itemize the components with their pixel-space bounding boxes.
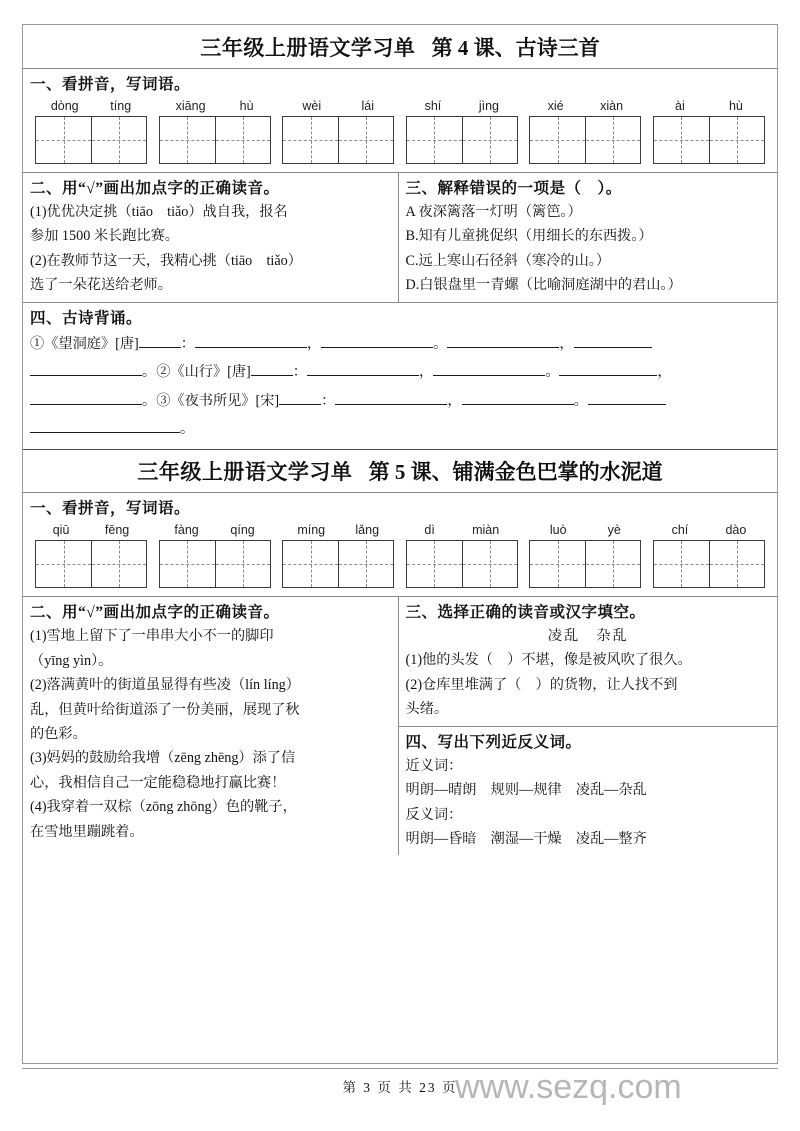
- poem1-label: ①《望洞庭》[唐]: [30, 335, 139, 352]
- sheet2-section-2-heading: 二、用“√”画出加点字的正确读音。: [30, 604, 280, 622]
- pinyin-syllable: qíng: [230, 523, 255, 538]
- tianzige-cell[interactable]: [160, 541, 215, 587]
- option-b[interactable]: B.知有儿童挑促织（用细长的东西拨。）: [405, 228, 653, 245]
- blank-line[interactable]: [588, 390, 666, 405]
- tianzige-pair[interactable]: [653, 540, 765, 588]
- blank-line[interactable]: [307, 361, 419, 376]
- comma: ，: [418, 364, 434, 381]
- pinyin-syllable: dì: [424, 523, 435, 538]
- pinyin-group: [282, 523, 394, 588]
- sheet2-section-4-body: [399, 753, 778, 856]
- tianzige-cell[interactable]: [654, 117, 709, 163]
- question-line: (2)仓库里堆满了（ ）的货物，让人找不到: [405, 676, 678, 693]
- sheet1-title-band: [23, 25, 777, 69]
- synonym-label: 近义词：: [405, 757, 463, 774]
- pinyin-group: [406, 99, 518, 164]
- poem-line-1: [30, 330, 770, 358]
- sheet2-sections-2-3-4: [23, 597, 777, 855]
- sheet2-pinyin-block: [23, 519, 777, 596]
- sheet1-section-1: [23, 69, 777, 173]
- pinyin-syllable: hù: [728, 99, 743, 113]
- pinyin-syllable: míng: [297, 523, 326, 538]
- tianzige-cell[interactable]: [530, 117, 585, 163]
- blank-line[interactable]: [30, 418, 180, 433]
- sheet2-section-1: [23, 493, 777, 597]
- sheet1-section-2-body: [23, 199, 398, 302]
- comma: ，: [657, 364, 672, 381]
- sheet2-section-4: [399, 727, 778, 856]
- option-c[interactable]: C.远上寒山石径斜（寒冷的山。）: [405, 252, 611, 269]
- tianzige-cell[interactable]: [462, 117, 517, 163]
- tianzige-cell[interactable]: [338, 541, 393, 587]
- tianzige-cell[interactable]: [91, 117, 146, 163]
- worksheet-lesson-4: [23, 25, 777, 449]
- pinyin-group: [653, 523, 765, 588]
- pinyin-syllable: fàng: [174, 523, 199, 538]
- option-a[interactable]: A 夜深篱落一灯明（篱笆。）: [405, 204, 582, 220]
- poem-line-4: [30, 415, 770, 443]
- comma: ，: [306, 335, 322, 352]
- pinyin-group: [159, 99, 271, 164]
- question-line: (4)我穿着一双棕（zōng zhōng）色的靴子，: [30, 799, 297, 816]
- blank-line[interactable]: [279, 390, 321, 405]
- sheet1-section-1-heading: 一、看拼音，写词语。: [30, 76, 191, 93]
- sheet2-title-band: [23, 449, 777, 493]
- sheet1-pinyin-block: [23, 95, 777, 172]
- footer-divider: [22, 1068, 778, 1069]
- question-line: (1)他的头发（ ）不堪，像是被风吹了很久。: [405, 652, 692, 669]
- tianzige-cell[interactable]: [36, 117, 91, 163]
- poem2-label: ②《山行》[唐]: [156, 364, 251, 381]
- pinyin-syllable: lái: [361, 99, 374, 113]
- blank-line[interactable]: [195, 333, 307, 348]
- pinyin-syllable: dòng: [50, 99, 79, 113]
- blank-line[interactable]: [433, 361, 545, 376]
- pinyin-syllable: jìng: [478, 99, 499, 113]
- tianzige-pair[interactable]: [159, 540, 271, 588]
- pinyin-syllable: xiāng: [175, 99, 206, 113]
- tianzige-cell[interactable]: [709, 541, 764, 587]
- pinyin-group: [529, 523, 641, 588]
- tianzige-pair[interactable]: [653, 116, 765, 164]
- option-d[interactable]: D.白银盘里一青螺（比喻洞庭湖中的君山。）: [405, 277, 682, 294]
- question-line: 心，我相信自己一定能稳稳地打赢比赛！: [30, 774, 286, 791]
- sheet2-section-2: [23, 597, 399, 855]
- pinyin-group: [159, 523, 271, 588]
- tianzige-cell[interactable]: [36, 541, 91, 587]
- sheet2-title: [137, 456, 662, 486]
- tianzige-cell[interactable]: [709, 117, 764, 163]
- tianzige-pair[interactable]: [529, 540, 641, 588]
- blank-line[interactable]: [574, 333, 652, 348]
- pinyin-syllable: qiū: [52, 523, 70, 538]
- tianzige-cell[interactable]: [654, 541, 709, 587]
- question-line: （yīng yìn）。: [30, 652, 113, 669]
- sheet2-right-column: [399, 597, 778, 855]
- sheet2-section-2-body: [23, 623, 398, 848]
- sheet1-section-2: [23, 173, 399, 302]
- comma: ，: [559, 335, 574, 352]
- sheet2-title-main: 三年级上册语文学习单: [137, 460, 353, 485]
- blank-line[interactable]: [559, 361, 657, 376]
- question-line: (2)落满黄叶的街道虽显得有些凌（lín líng）: [30, 677, 300, 694]
- tianzige-pair[interactable]: [35, 540, 147, 588]
- tianzige-cell[interactable]: [338, 117, 393, 163]
- tianzige-cell[interactable]: [585, 541, 640, 587]
- sheet1-section-2-heading: 二、用“√”画出加点字的正确读音。: [30, 180, 280, 197]
- colon: ：: [321, 392, 336, 409]
- antonym-list: 明朗—昏暗 潮湿—干燥 凌乱—整齐: [405, 830, 647, 847]
- tianzige-cell[interactable]: [407, 541, 462, 587]
- question-line: 参加 1500 米长跑比赛。: [30, 228, 179, 245]
- sheet1-title-lesson: 第 4 课、古诗三首: [431, 35, 600, 60]
- comma: ，: [447, 392, 462, 409]
- tianzige-pair[interactable]: [282, 540, 394, 588]
- sheet1-section-4-heading: 四、古诗背诵。: [30, 309, 143, 327]
- tianzige-pair[interactable]: [282, 116, 394, 164]
- synonym-list: 明朗—晴朗 规则—规律 凌乱—杂乱: [405, 782, 647, 799]
- pinyin-syllable: luò: [549, 523, 567, 538]
- pinyin-syllable: yè: [607, 523, 621, 538]
- sheet2-section-3-body: [399, 623, 778, 725]
- question-line: 在雪地里蹦跳着。: [30, 823, 144, 840]
- sheet1-title: [200, 32, 599, 62]
- pinyin-syllable: lǎng: [355, 523, 380, 538]
- period: 。: [433, 335, 448, 352]
- tianzige-pair[interactable]: [529, 116, 641, 164]
- question-line: 头绪。: [405, 701, 449, 718]
- pinyin-syllable: tíng: [110, 99, 132, 113]
- sheet2-section-1-heading: 一、看拼音，写词语。: [30, 500, 191, 518]
- tianzige-cell[interactable]: [283, 117, 338, 163]
- pinyin-group: [282, 99, 394, 164]
- pinyin-group: [406, 523, 518, 588]
- sheet1-section-4: [23, 303, 777, 450]
- tianzige-cell[interactable]: [530, 541, 585, 587]
- word-bank: 凌乱 杂乱: [547, 628, 629, 645]
- poem-line-2: [30, 358, 770, 386]
- pinyin-syllable: miàn: [472, 523, 500, 538]
- period: 。: [142, 364, 157, 381]
- pinyin-syllable: wèi: [302, 99, 322, 113]
- question-line: 乱，但黄叶给街道添了一份美丽，展现了秋: [30, 701, 300, 718]
- colon: ：: [292, 364, 307, 381]
- pinyin-syllable: xiàn: [600, 99, 624, 113]
- tianzige-cell[interactable]: [283, 541, 338, 587]
- pinyin-syllable: chí: [671, 523, 689, 538]
- antonym-label: 反义词：: [405, 806, 463, 823]
- watermark: www.sezq.com: [455, 1068, 682, 1106]
- sheet1-section-3: [399, 173, 778, 302]
- worksheet-page: [22, 24, 778, 1064]
- sheet2-section-3-heading: 三、选择正确的读音或汉字填空。: [405, 604, 646, 622]
- blank-line[interactable]: [462, 390, 574, 405]
- sheet2-section-3: [399, 597, 778, 726]
- pinyin-syllable: shí: [424, 99, 442, 113]
- pinyin-group: [35, 523, 147, 588]
- tianzige-cell[interactable]: [91, 541, 146, 587]
- tianzige-cell[interactable]: [215, 117, 270, 163]
- tianzige-pair[interactable]: [406, 540, 518, 588]
- tianzige-cell[interactable]: [462, 541, 517, 587]
- tianzige-pair[interactable]: [35, 116, 147, 164]
- question-line: 的色彩。: [30, 726, 87, 742]
- tianzige-cell[interactable]: [160, 117, 215, 163]
- poem-recitation-block: [23, 329, 777, 450]
- sheet1-title-main: 三年级上册语文学习单: [200, 35, 416, 60]
- pinyin-group: [653, 99, 765, 164]
- tianzige-cell[interactable]: [407, 117, 462, 163]
- sheet2-section-4-heading: 四、写出下列近反义词。: [405, 733, 582, 751]
- question-line: (1)优优决定挑（tiāo tiǎo）战自我，报名: [30, 204, 288, 220]
- poem-line-3: [30, 387, 770, 415]
- sheet1-sections-2-3: [23, 173, 777, 303]
- pinyin-group: [35, 99, 147, 164]
- page-footer: 第 3 页 共 23 页: [342, 1080, 458, 1095]
- period: 。: [573, 392, 588, 409]
- blank-line[interactable]: [335, 390, 447, 405]
- pinyin-syllable: fēng: [104, 523, 130, 538]
- question-line: (1)雪地上留下了一串串大小不一的脚印: [30, 628, 274, 645]
- tianzige-cell[interactable]: [585, 117, 640, 163]
- colon: ：: [180, 335, 195, 352]
- pinyin-group: [529, 99, 641, 164]
- question-line: 选了一朵花送给老师。: [30, 277, 172, 294]
- tianzige-pair[interactable]: [159, 116, 271, 164]
- question-line: (3)妈妈的鼓励给我增（zēng zhēng）添了信: [30, 750, 296, 767]
- blank-line[interactable]: [321, 333, 433, 348]
- pinyin-syllable: hù: [239, 99, 254, 113]
- blank-line[interactable]: [447, 333, 559, 348]
- sheet2-title-lesson: 第 5 课、铺满金色巴掌的水泥道: [368, 460, 663, 485]
- blank-line[interactable]: [251, 361, 293, 376]
- period: 。: [545, 364, 560, 381]
- worksheet-lesson-5: [23, 449, 777, 855]
- pinyin-syllable: dào: [725, 523, 747, 538]
- blank-line[interactable]: [139, 333, 181, 348]
- pinyin-syllable: xié: [547, 99, 564, 113]
- poem3-label: ③《夜书所见》[宋]: [156, 392, 280, 409]
- sheet1-section-3-body: [399, 199, 778, 302]
- period: 。: [142, 392, 157, 409]
- tianzige-cell[interactable]: [215, 541, 270, 587]
- tianzige-pair[interactable]: [406, 116, 518, 164]
- blank-line[interactable]: [30, 390, 142, 405]
- blank-line[interactable]: [30, 361, 142, 376]
- period: 。: [180, 420, 195, 437]
- question-line: (2)在教师节这一天，我精心挑（tiāo tiǎo）: [30, 252, 302, 269]
- pinyin-syllable: ài: [675, 99, 685, 113]
- sheet1-section-3-heading: 三、解释错误的一项是（ ）。: [405, 180, 622, 197]
